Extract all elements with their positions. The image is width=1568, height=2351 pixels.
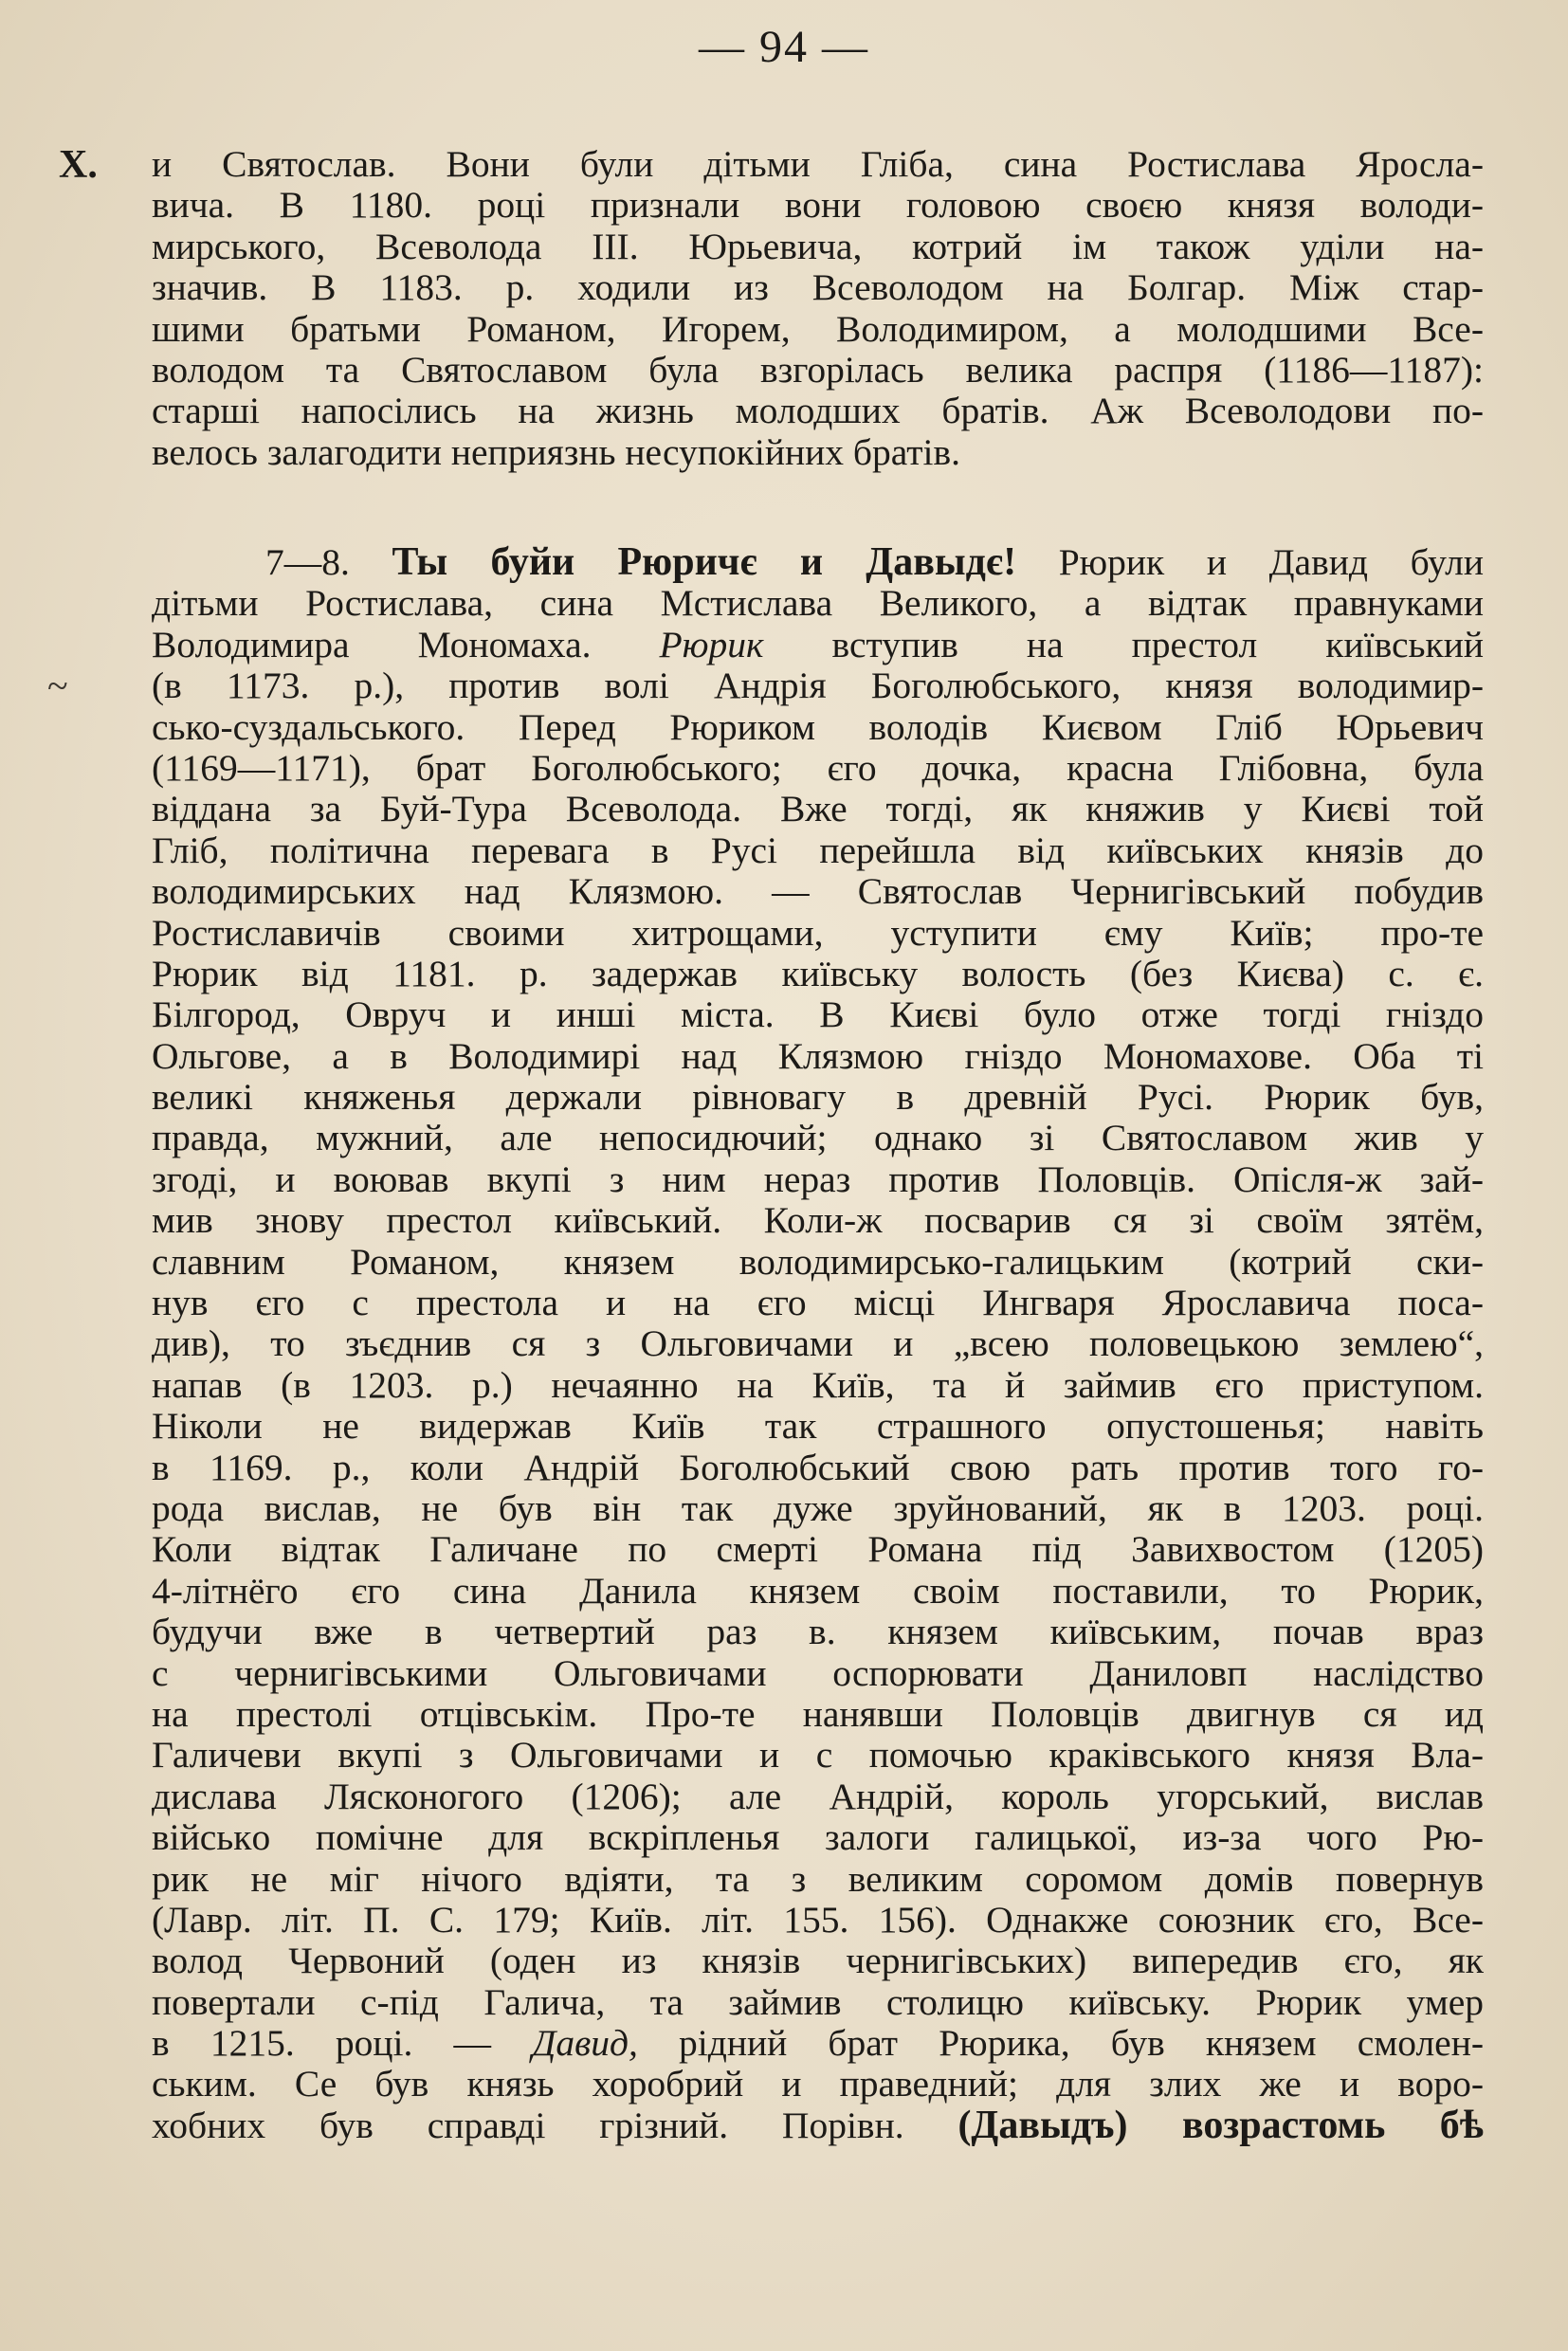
text-line: дітьми Ростислава, сина Мстислава Великого, а відтак правнуками: [152, 582, 1484, 625]
text-line: повертали с-під Галича, та займив столицю київську. Рюрик умер: [152, 1980, 1484, 2023]
text-line: дислава Лясконогого (1206); але Андрій, король угорський, вислав: [152, 1775, 1484, 1817]
text-line: вича. В 1180. році признали вони головою своєю князя володи-: [152, 184, 1484, 227]
text-line: Гліб, політична перевага в Русі перейшла від київських князів до: [152, 829, 1484, 871]
text-line: [152, 2023, 1484, 2064]
text-line: на престолі отцівськім. Про-те нанявши Половців двигнув ся ид: [152, 1692, 1484, 1735]
text-fragment: Володимира Мономаха.: [152, 623, 592, 665]
paragraph-1: [152, 144, 1484, 473]
text-line: велось залагодити неприязнь несупокійних братів.: [152, 430, 961, 473]
text-line: и Святослав. Вони були дітьми Гліба, сина Ростислава Яросла-: [152, 143, 1484, 185]
text-line: (1169—1171), брат Боголюбського; єго дочка, красна Глібовна, була: [152, 746, 1484, 789]
text-line: старші напосілись на жизнь молодших братів. Аж Всеволодови по-: [152, 390, 1484, 432]
text-line: волод Червоний (оден из князів чернигівських) випередив єго, як: [152, 1940, 1484, 1982]
text-line: див), то зъєднив ся з Ольговичами и „всею половецькою землею“,: [152, 1322, 1484, 1365]
text-line: в 1169. р., коли Андрій Боголюбський свою рать против того го-: [152, 1446, 1484, 1488]
text-line: напав (в 1203. р.) нечаянно на Київ, та й займив єго приступом.: [152, 1363, 1484, 1406]
text-line: Галичеви вкупі з Ольговичами и с помочью краківського князя Вла-: [152, 1734, 1484, 1777]
text-line: правда, мужний, але непосидючий; однако зі Святославом жив у: [152, 1117, 1484, 1159]
text-line: Ніколи не видержав Київ так страшного опустошенья; навіть: [152, 1405, 1484, 1448]
entry-number: 7—8.: [265, 541, 350, 583]
text-line: рода вислав, не був він так дуже зруйнований, як в 1203. році.: [152, 1486, 1484, 1529]
text-line: Білгород, Овруч и инші міста. В Києві було отже тогді гніздо: [152, 993, 1484, 1036]
text-line: [152, 2105, 1484, 2146]
text-line: нув єго с престола и на єго місці Ингваря Ярославича поса-: [152, 1282, 1484, 1324]
text-fragment: вступив на престол київський: [831, 623, 1484, 665]
margin-annotation: ~: [47, 665, 68, 707]
text-line: ським. Се був князь хоробрий и праведний; для злих же и воро-: [152, 2063, 1484, 2105]
section-mark: X.: [59, 143, 98, 187]
text-line: будучи вже в четвертий раз в. князем київським, почав враз: [152, 1611, 1484, 1653]
text-line: (в 1173. р.), против волі Андрія Боголюбського, князя володимир-: [152, 665, 1484, 707]
text-line: значив. В 1183. р. ходили из Всеволодом на Болгар. Між стар-: [152, 266, 1484, 309]
text-line: віддана за Буй-Тура Всеволода. Вже тогді, як княжив у Києві той: [152, 788, 1484, 830]
paragraph-2: [152, 542, 1484, 2146]
text-line: згоді, и воював вкупі з ним нераз против Половців. Опісля-ж зай-: [152, 1157, 1484, 1200]
text-fragment: Рюрик и Давид були: [1058, 541, 1485, 583]
text-line: мив знову престол київський. Коли-ж посварив ся зі своїм зятём,: [152, 1199, 1484, 1242]
text-line: 4-літнёго єго сина Данила князем своім поставили, то Рюрик,: [152, 1569, 1484, 1612]
text-line: Рюрик від 1181. р. задержав київську волость (без Києва) с. є.: [152, 952, 1484, 994]
page-number: — 94 —: [699, 22, 869, 72]
text-line: сько-суздальського. Перед Рюриком володів Києвом Гліб Юрьевич: [152, 705, 1484, 748]
italic-name: Рюрик: [659, 623, 764, 665]
text-line: (Лавр. літ. П. С. 179; Київ. літ. 155. 156). Однакже союзник єго, Все-: [152, 1898, 1484, 1941]
text-line: [152, 625, 1484, 665]
text-line: с чернигівськими Ольговичами оспорювати Даниловп наслідство: [152, 1651, 1484, 1694]
old-slavonic-quote: (Давыдъ) возрастомь бѣ: [957, 2103, 1484, 2147]
text-line: Ольгове, а в Володимирі над Клязмою гніздо Мономахове. Оба ті: [152, 1034, 1484, 1077]
text-line: Ростиславичів своими хитрощами, уступити єму Київ; про-те: [152, 911, 1484, 954]
text-line: військo помічне для вскріпленья залоги галицької, из-за чого Рю-: [152, 1816, 1484, 1859]
text-line: володом та Святославом була взгорілась велика распря (1186—1187):: [152, 348, 1484, 391]
text-line: володимирських над Клязмою. — Святослав Чернигівський побудив: [152, 870, 1484, 913]
old-slavonic-quote: Ты буйи Рюричє и Давыдє!: [392, 540, 1017, 584]
italic-name: Давид,: [532, 2022, 638, 2065]
text-line: шими братьми Романом, Игорем, Володимиром, а молодшими Все-: [152, 307, 1484, 350]
text-line: Коли відтак Галичане по смерті Романа під Завихвостом (1205): [152, 1528, 1484, 1571]
text-line: великі княженья держали рівновагу в древній Русі. Рюрик був,: [152, 1076, 1484, 1119]
paragraph-heading-line: [152, 542, 1484, 583]
text-line: рик не міг нічого вдіяти, та з великим соромом домів повернув: [152, 1857, 1484, 1900]
text-line: славним Романом, князем володимирсько-галицьким (котрий ски-: [152, 1240, 1484, 1283]
text-fragment: хобних був справді грізний. Порівн.: [152, 2104, 904, 2146]
text-fragment: в 1215. році. —: [152, 2022, 492, 2065]
text-line: мирського, Всеволода III. Юрьевича, котрий ім також уділи на-: [152, 225, 1484, 267]
text-fragment: рідний брат Рюрика, був князем смолен-: [679, 2022, 1485, 2065]
